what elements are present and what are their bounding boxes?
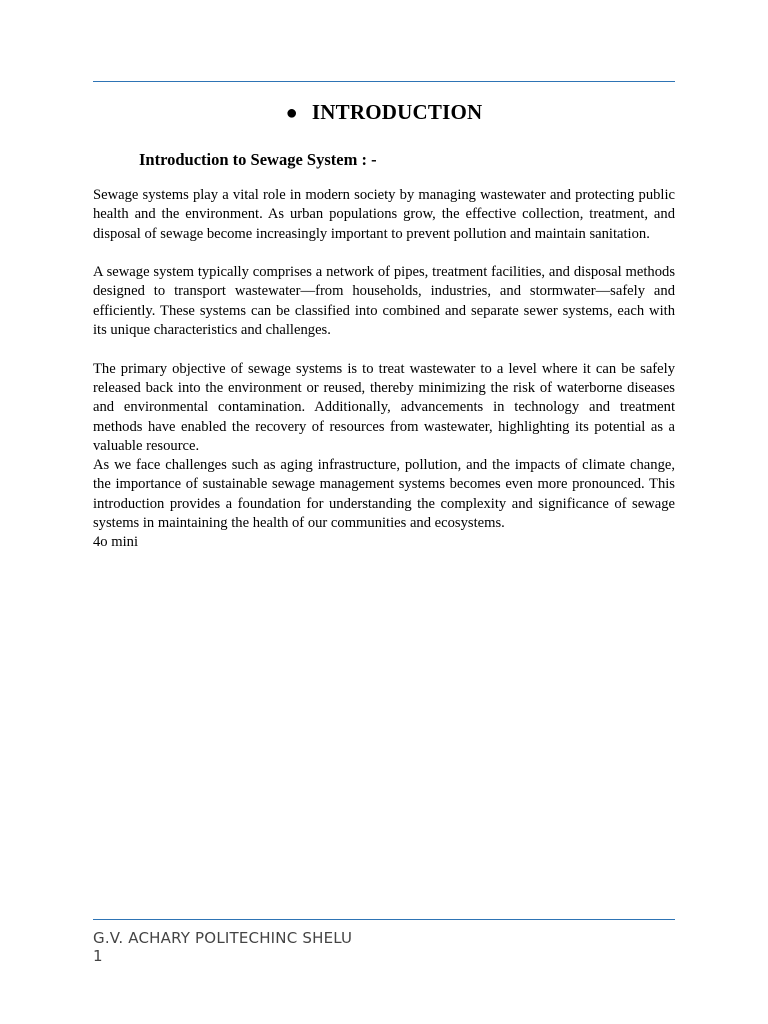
paragraph-4: As we face challenges such as aging infrastructure, pollution, and the impacts of climate change, the importance of sustainable sewage management systems becomes even more pronounced. This introduction provides a foundation for understanding the complexity and significance of sewage systems in maintaining the health of our communities and ecosystems. xyxy=(93,457,675,532)
footer xyxy=(93,929,352,965)
footer-rule xyxy=(93,919,675,920)
paragraph-1: Sewage systems play a vital role in modern society by managing wastewater and protecting public health and the environment. As urban populations grow, the effective collection, treatment, and disposal of sewage become increasingly important to prevent pollution and maintain sanitation. xyxy=(93,187,675,242)
header-rule xyxy=(93,81,675,82)
body-text xyxy=(93,186,675,553)
paragraph-3: The primary objective of sewage systems is to treat wastewater to a level where it can be safely released back into the environment or reused, thereby minimizing the risk of waterborne diseases and environmental contamination. Additionally, advancements in technology and treatment methods have enabled the recovery of resources from wastewater, highlighting its potential as a valuable resource. xyxy=(93,360,675,454)
page-number: 1 xyxy=(93,947,103,965)
footer-institution: G.V. ACHARY POLITECHINC SHELU xyxy=(93,929,353,947)
trailing-text: 4o mini xyxy=(93,534,138,551)
paragraph-2: A sewage system typically comprises a network of pipes, treatment facilities, and disposal methods designed to transport wastewater—from households, industries, and stormwater—safely and efficiently. These systems can be classified into combined and separate sewer systems, each with its unique characteristics and challenges. xyxy=(93,264,675,339)
section-heading-text: INTRODUCTION xyxy=(311,100,483,124)
bullet-icon: ● xyxy=(285,102,298,124)
section-heading xyxy=(0,98,768,127)
subheading: Introduction to Sewage System : - xyxy=(139,150,377,169)
